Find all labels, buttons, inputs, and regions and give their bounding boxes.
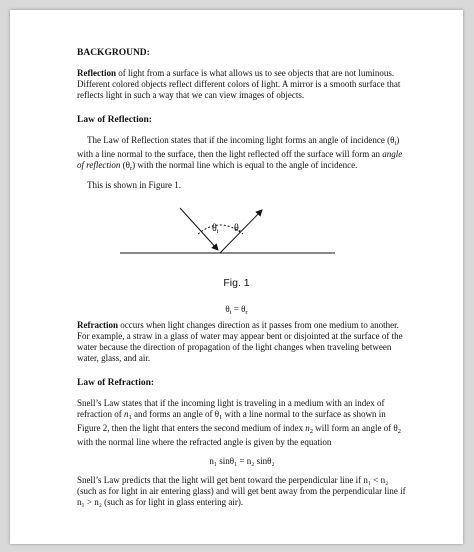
theta-i-label: $\theta_i$	[212, 223, 219, 235]
lr-sub-r: r	[129, 165, 133, 172]
lr-text-c: (θ	[120, 160, 130, 170]
law-of-refraction-heading: Law of Refraction:	[77, 378, 155, 388]
law-of-reflection-heading: Law of Reflection:	[77, 115, 152, 125]
refraction-text: occurs when light changes direction as it passes from one medium to another. For example, a straw in a glass of water may appear bent or disjointed at the surface of the water because the direction of propagation of the light changes when traveling between water, glass, and air.	[77, 320, 403, 363]
law-of-reflection-paragraph	[77, 135, 407, 174]
reflection-equation: $\theta_i = \theta_r$	[225, 304, 248, 316]
reflection-term: Reflection	[77, 68, 116, 78]
snells-law-equation: n₁ sinθ₁ = n₂ sinθ₂	[209, 456, 275, 466]
figure-reference: This is shown in Figure 1.	[87, 180, 182, 190]
snells-law-prediction: Snell’s Law predicts that the light will get bent toward the perpendicular line if n₁ < n₂ (such as for light in air entering glass) and will get bent away from the perpendicular line if n₁ > n₂ (such as for light in glass entering air).	[77, 475, 406, 507]
reflection-text: of light from a surface is what allows us to see objects that are not luminous. Different colored objects reflect different colors of light. A mirror is a smooth surface that reflects light in such a way that we can view images of objects.	[77, 68, 401, 100]
theta-r-label: $\theta_r$	[234, 223, 241, 235]
reflected-ray	[220, 210, 262, 253]
refraction-paragraph	[77, 320, 407, 364]
lr-text-d: ) with the normal line which is equal to the angle of incidence.	[132, 160, 358, 170]
lr-text-b: ) with a line normal to the surface, then the light reflected off the surface will form an	[77, 135, 400, 159]
reflection-figure	[100, 198, 360, 288]
document-page	[10, 10, 463, 544]
refraction-term: Refraction	[77, 320, 118, 330]
figure-caption: Fig. 1	[223, 277, 250, 289]
lr-italic: angle of reflection	[77, 149, 403, 170]
lr-text-a: The Law of Reflection states that if the incoming light forms an angle of incidence (θ	[87, 135, 395, 145]
background-heading: BACKGROUND:	[77, 48, 150, 58]
lr-sub-i: i	[394, 140, 397, 147]
content-bottom	[77, 320, 407, 508]
reflection-paragraph	[77, 68, 407, 101]
snells-law-paragraph: Snell’s Law states that if the incoming light is traveling in a medium with an index of refraction of $n_1$ and forms an angle of $\theta_1$ with a line normal to the surface as shown in Figure 2, then the light that enters the second medium of index $n_2$ will form an angle of $\theta_2$ with the normal line where the refracted angle is given by the equation	[77, 398, 401, 447]
content-top	[77, 48, 407, 191]
